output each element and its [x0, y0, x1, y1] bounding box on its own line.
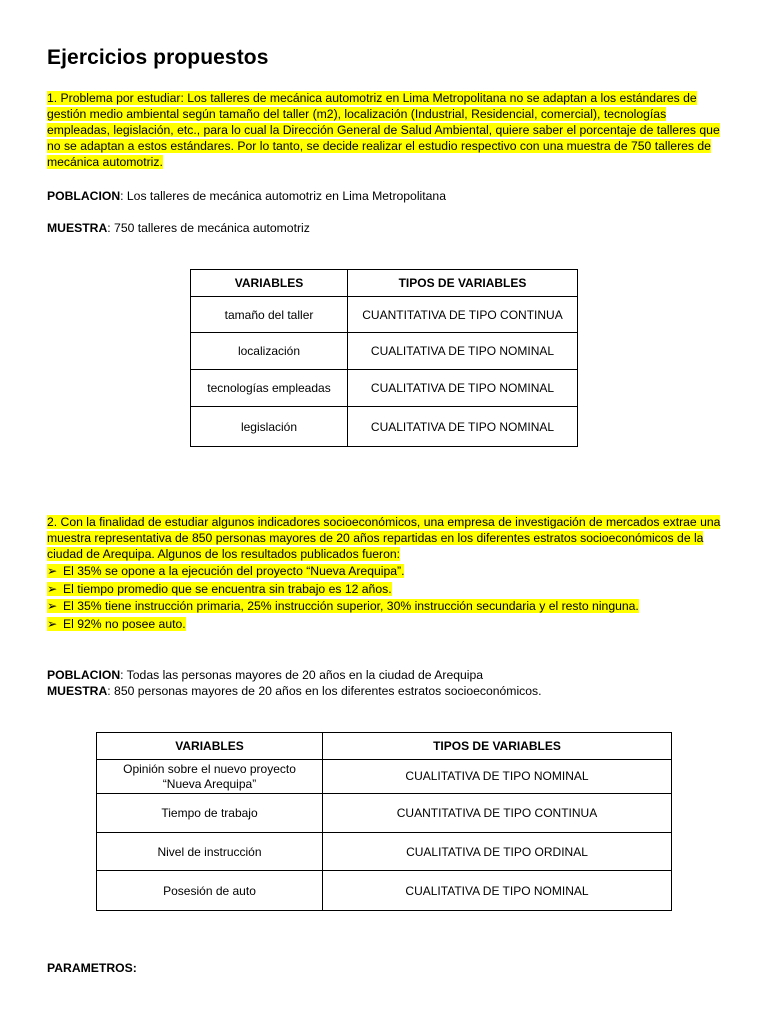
table-row — [191, 297, 578, 333]
problem-2-muestra — [47, 683, 542, 699]
table-row — [191, 333, 578, 370]
muestra-label: MUESTRA — [47, 221, 108, 235]
muestra-text: : 850 personas mayores de 20 años en los diferentes estratos socioeconómicos. — [107, 684, 542, 698]
parametros-label: PARAMETROS: — [47, 961, 137, 975]
results-list — [47, 563, 727, 633]
list-item — [47, 581, 727, 599]
variable-cell: Tiempo de trabajo — [97, 794, 323, 833]
table-header-cell: TIPOS DE VARIABLES — [323, 733, 672, 760]
table-header-row — [191, 270, 578, 297]
table-row — [191, 370, 578, 407]
problem-2-statement — [47, 514, 727, 562]
list-item-text: El tiempo promedio que se encuentra sin trabajo es 12 años. — [63, 581, 392, 596]
variable-cell: Opinión sobre el nuevo proyecto “Nueva Arequipa” — [97, 760, 323, 794]
variable-cell: tecnologías empleadas — [191, 370, 348, 407]
list-item-text: El 92% no posee auto. — [63, 616, 186, 631]
variable-cell: tamaño del taller — [191, 297, 348, 333]
problem-2-text: 2. Con la finalidad de estudiar algunos indicadores socioeconómicos, una empresa de investigación de mercados extrae una muestra representativa de 850 personas mayores de 20 años repartidas en los diferentes estratos socioeconómicos de la ciudad de Arequipa. Algunos de los resultados publicados fueron: — [47, 515, 721, 561]
problem-1-muestra — [47, 220, 310, 236]
variables-table-1 — [190, 269, 578, 447]
list-item — [47, 616, 727, 634]
variable-cell: Nivel de instrucción — [97, 833, 323, 871]
problem-2-poblacion — [47, 667, 483, 683]
table-header-row — [97, 733, 672, 760]
variable-cell: localización — [191, 333, 348, 370]
muestra-text: : 750 talleres de mecánica automotriz — [107, 221, 310, 235]
problem-1-text: 1. Problema por estudiar: Los talleres de mecánica automotriz en Lima Metropolitana no se adaptan a los estándares de gestión medio ambiental según tamaño del taller (m2), localización (Industrial, Residencial, comercial), tecnologías empleadas, legislación, etc., para lo cual la Dirección General de Salud Ambiental, quiere saber el porcentaje de talleres que no se adaptan a estos estándares. Por lo tanto, se decide realizar el estudio respectivo con una muestra de 750 talleres de mecánica automotriz. — [47, 91, 720, 169]
type-cell: CUALITATIVA DE TIPO NOMINAL — [348, 333, 578, 370]
muestra-label: MUESTRA — [47, 684, 108, 698]
list-item-text: El 35% se opone a la ejecución del proyecto “Nueva Arequipa”. — [63, 564, 405, 578]
problem-1-statement — [47, 90, 727, 170]
page-title: Ejercicios propuestos — [47, 46, 269, 69]
problem-1-poblacion — [47, 188, 446, 204]
type-cell: CUANTITATIVA DE TIPO CONTINUA — [348, 297, 578, 333]
variables-table-2 — [96, 732, 672, 911]
variable-cell: Posesión de auto — [97, 871, 323, 911]
poblacion-text: : Los talleres de mecánica automotriz en Lima Metropolitana — [120, 189, 446, 203]
table-header-cell: VARIABLES — [97, 733, 323, 760]
type-cell: CUALITATIVA DE TIPO NOMINAL — [348, 370, 578, 407]
type-cell: CUALITATIVA DE TIPO NOMINAL — [323, 760, 672, 794]
table-row — [97, 871, 672, 911]
poblacion-label: POBLACION — [47, 668, 121, 682]
arrow-bullet-icon: ➢ — [47, 599, 58, 613]
list-item-text: El 35% tiene instrucción primaria, 25% instrucción superior, 30% instrucción secundaria y el resto ninguna. — [63, 599, 639, 613]
table-header-cell: TIPOS DE VARIABLES — [348, 270, 578, 297]
arrow-bullet-icon: ➢ — [47, 581, 58, 596]
table-row — [191, 407, 578, 447]
table-row — [97, 760, 672, 794]
poblacion-label: POBLACION — [47, 189, 121, 203]
type-cell: CUANTITATIVA DE TIPO CONTINUA — [323, 794, 672, 833]
poblacion-text: : Todas las personas mayores de 20 años en la ciudad de Arequipa — [120, 668, 484, 682]
type-cell: CUALITATIVA DE TIPO NOMINAL — [348, 407, 578, 447]
table-header-cell: VARIABLES — [191, 270, 348, 297]
arrow-bullet-icon: ➢ — [47, 616, 58, 631]
table-row — [97, 794, 672, 833]
variable-cell: legislación — [191, 407, 348, 447]
list-item — [47, 563, 727, 581]
type-cell: CUALITATIVA DE TIPO ORDINAL — [323, 833, 672, 871]
list-item — [47, 598, 727, 616]
arrow-bullet-icon: ➢ — [47, 564, 58, 578]
type-cell: CUALITATIVA DE TIPO NOMINAL — [323, 871, 672, 911]
table-row — [97, 833, 672, 871]
